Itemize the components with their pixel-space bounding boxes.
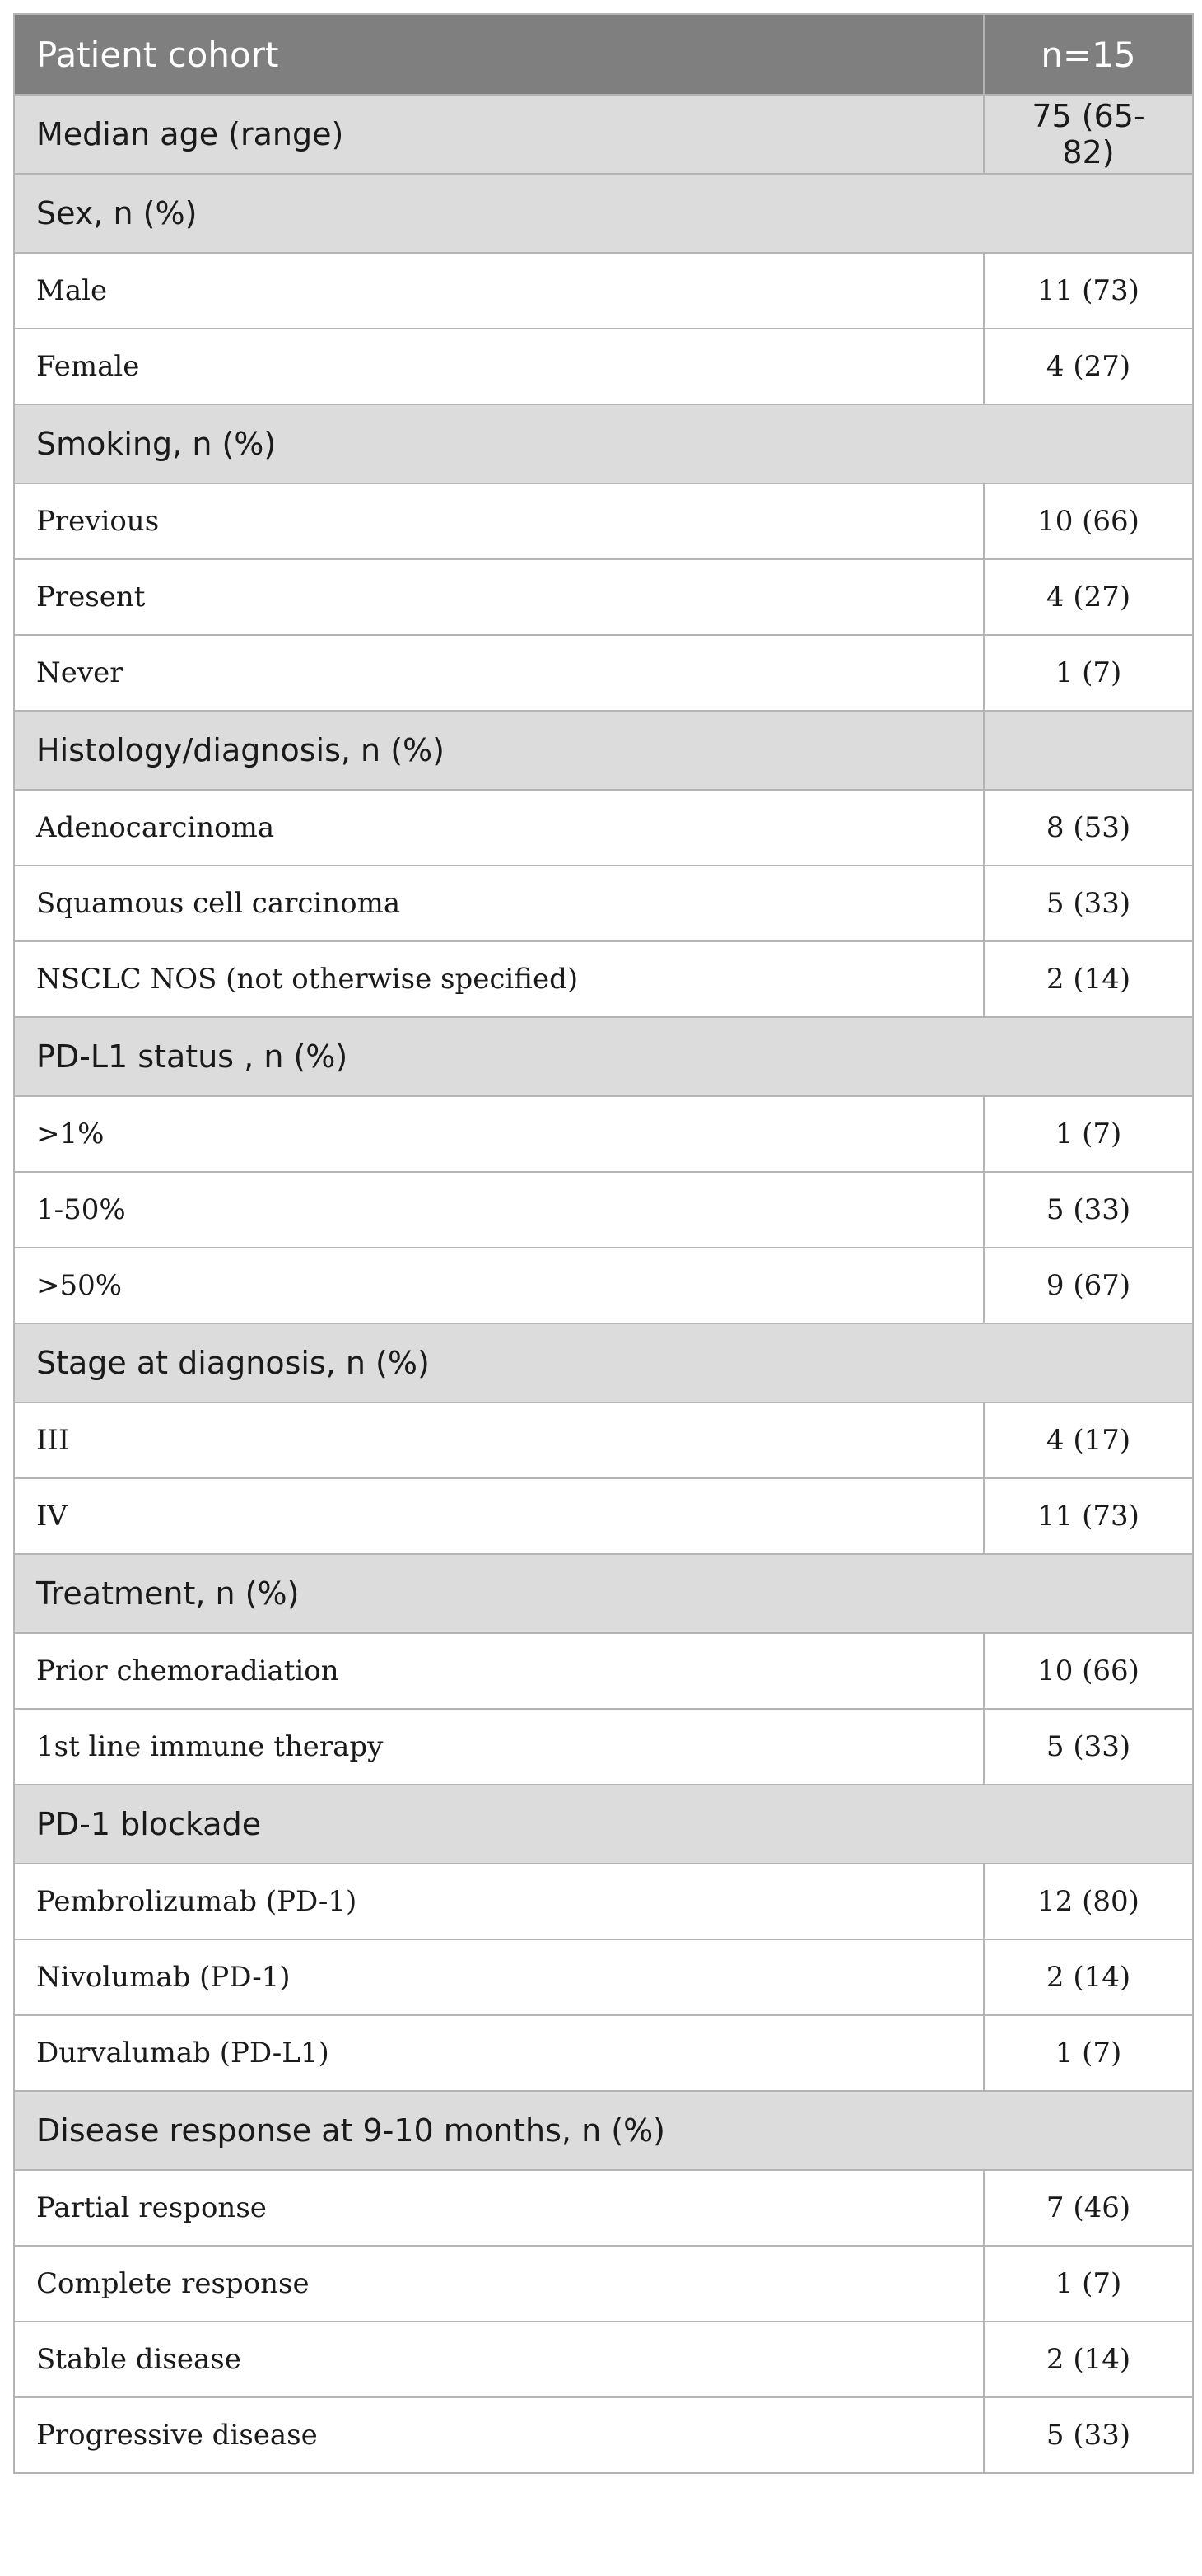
row-value: 10 (66) bbox=[984, 1633, 1193, 1709]
row-label: Adenocarcinoma bbox=[14, 790, 984, 866]
table-row bbox=[14, 329, 1193, 404]
row-label: NSCLC NOS (not otherwise specified) bbox=[14, 941, 984, 1017]
table-row bbox=[14, 483, 1193, 559]
section-pd1-blockade bbox=[14, 1785, 1193, 1864]
table-row bbox=[14, 2015, 1193, 2091]
table-row bbox=[14, 1096, 1193, 1172]
median-age-row bbox=[14, 95, 1193, 174]
row-value: 2 (14) bbox=[984, 1939, 1193, 2015]
row-value: 1 (7) bbox=[984, 1096, 1193, 1172]
table-row bbox=[14, 2397, 1193, 2473]
row-value: 4 (27) bbox=[984, 329, 1193, 404]
section-disease-response bbox=[14, 2091, 1193, 2170]
table-row bbox=[14, 1939, 1193, 2015]
row-label: Durvalumab (PD-L1) bbox=[14, 2015, 984, 2091]
row-label: Pembrolizumab (PD-1) bbox=[14, 1864, 984, 1939]
row-value: 4 (17) bbox=[984, 1402, 1193, 1478]
table-row bbox=[14, 2322, 1193, 2397]
row-value: 12 (80) bbox=[984, 1864, 1193, 1939]
row-label: Squamous cell carcinoma bbox=[14, 866, 984, 941]
row-value: 8 (53) bbox=[984, 790, 1193, 866]
row-label: Male bbox=[14, 253, 984, 329]
row-label: 1-50% bbox=[14, 1172, 984, 1248]
row-value: 5 (33) bbox=[984, 1709, 1193, 1785]
median-age-value: 75 (65-82) bbox=[984, 95, 1193, 174]
table-row bbox=[14, 866, 1193, 941]
section-smoking bbox=[14, 404, 1193, 483]
section-heading: Histology/diagnosis, n (%) bbox=[14, 711, 984, 790]
row-value: 2 (14) bbox=[984, 2322, 1193, 2397]
row-value: 5 (33) bbox=[984, 2397, 1193, 2473]
section-heading: Sex, n (%) bbox=[14, 174, 1193, 253]
row-value: 7 (46) bbox=[984, 2170, 1193, 2246]
table-row bbox=[14, 1478, 1193, 1554]
section-treatment bbox=[14, 1554, 1193, 1633]
row-label: Never bbox=[14, 635, 984, 711]
section-heading: PD-1 blockade bbox=[14, 1785, 1193, 1864]
row-label: III bbox=[14, 1402, 984, 1478]
row-value: 11 (73) bbox=[984, 1478, 1193, 1554]
section-histology bbox=[14, 711, 1193, 790]
section-stage bbox=[14, 1323, 1193, 1402]
section-heading: Stage at diagnosis, n (%) bbox=[14, 1323, 1193, 1402]
row-value: 5 (33) bbox=[984, 866, 1193, 941]
section-heading: Disease response at 9-10 months, n (%) bbox=[14, 2091, 1193, 2170]
row-label: IV bbox=[14, 1478, 984, 1554]
patient-cohort-table bbox=[13, 13, 1194, 2474]
row-value: 1 (7) bbox=[984, 2015, 1193, 2091]
table-row bbox=[14, 1864, 1193, 1939]
table-row bbox=[14, 790, 1193, 866]
table-row bbox=[14, 2170, 1193, 2246]
table-row bbox=[14, 941, 1193, 1017]
row-label: >1% bbox=[14, 1096, 984, 1172]
table-row bbox=[14, 253, 1193, 329]
section-heading: Smoking, n (%) bbox=[14, 404, 1193, 483]
row-value: 1 (7) bbox=[984, 635, 1193, 711]
section-pdl1 bbox=[14, 1017, 1193, 1096]
row-label: Prior chemoradiation bbox=[14, 1633, 984, 1709]
header-value: n=15 bbox=[984, 14, 1193, 95]
median-age-label: Median age (range) bbox=[14, 95, 984, 174]
row-label: Present bbox=[14, 559, 984, 635]
row-label: Previous bbox=[14, 483, 984, 559]
table-row bbox=[14, 2246, 1193, 2322]
row-label: >50% bbox=[14, 1248, 984, 1323]
table-row bbox=[14, 1172, 1193, 1248]
row-label: Partial response bbox=[14, 2170, 984, 2246]
row-label: Stable disease bbox=[14, 2322, 984, 2397]
row-label: Nivolumab (PD-1) bbox=[14, 1939, 984, 2015]
row-value: 4 (27) bbox=[984, 559, 1193, 635]
table-row bbox=[14, 1709, 1193, 1785]
row-value: 11 (73) bbox=[984, 253, 1193, 329]
row-value: 10 (66) bbox=[984, 483, 1193, 559]
row-label: 1st line immune therapy bbox=[14, 1709, 984, 1785]
row-value: 2 (14) bbox=[984, 941, 1193, 1017]
row-value: 9 (67) bbox=[984, 1248, 1193, 1323]
row-label: Progressive disease bbox=[14, 2397, 984, 2473]
table-row bbox=[14, 1248, 1193, 1323]
row-label: Female bbox=[14, 329, 984, 404]
section-heading: PD-L1 status , n (%) bbox=[14, 1017, 1193, 1096]
table-header-row bbox=[14, 14, 1193, 95]
table-row bbox=[14, 1402, 1193, 1478]
section-heading: Treatment, n (%) bbox=[14, 1554, 1193, 1633]
empty-cell bbox=[984, 711, 1193, 790]
row-value: 5 (33) bbox=[984, 1172, 1193, 1248]
row-label: Complete response bbox=[14, 2246, 984, 2322]
table-row bbox=[14, 1633, 1193, 1709]
table-row bbox=[14, 635, 1193, 711]
section-sex bbox=[14, 174, 1193, 253]
row-value: 1 (7) bbox=[984, 2246, 1193, 2322]
table-row bbox=[14, 559, 1193, 635]
header-label: Patient cohort bbox=[14, 14, 984, 95]
